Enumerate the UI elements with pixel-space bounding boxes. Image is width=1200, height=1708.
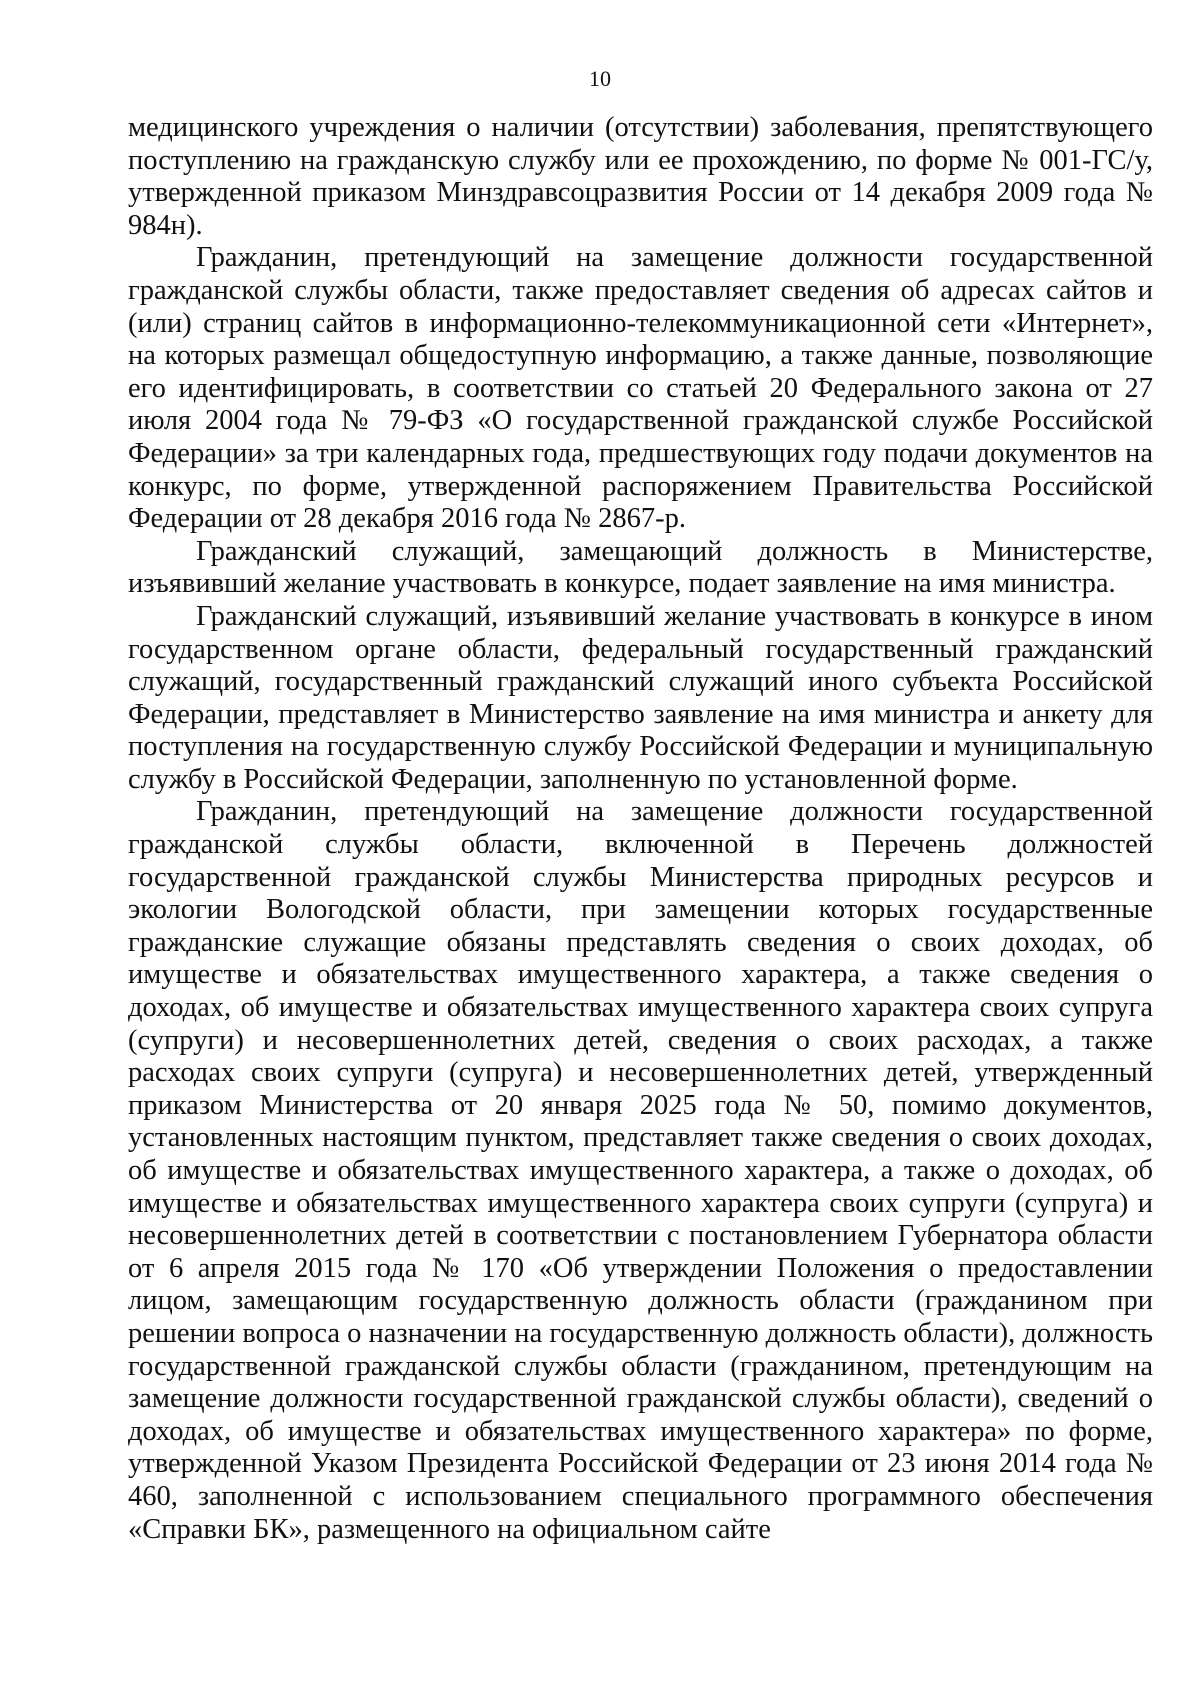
page-number: 10 <box>589 66 611 91</box>
paragraph-internet-sites: Гражданин, претендующий на замещение должности государственной гражданской службы области, также предоставляет сведения об адресах сайтов и (или) страниц сайтов в информационно-телекоммуникационной сети «Интернет», на которых размещал общедоступную информацию, а также данные, позволяющие его идентифицировать, в соответствии со статьей 20 Федерального закона от 27 июля 2004 года № 79-ФЗ «О государственной гражданской службе Российской Федерации» за три календарных года, предшествующих году подачи документов на конкурс, по форме, утвержденной распоряжением Правительства Российской Федерации от 28 декабря 2016 года № 2867-р. <box>128 242 1153 535</box>
document-body <box>128 112 1153 1546</box>
paragraph-other-organ-employee: Гражданский служащий, изъявивший желание участвовать в конкурсе в ином государственном органе области, федеральный государственный гражданский служащий, государственный гражданский служащий иного субъекта Российской Федерации, представляет в Министерство заявление на имя министра и анкету для поступления на государственную службу Российской Федерации и муниципальную службу в Российской Федерации, заполненную по установленной форме. <box>128 600 1153 795</box>
paragraph-income-declaration: Гражданин, претендующий на замещение должности государственной гражданской службы области, включенной в Перечень должностей государственной гражданской службы Министерства природных ресурсов и экологии Вологодской области, при замещении которых государственные гражданские служащие обязаны представлять сведения о своих доходах, об имуществе и обязательствах имущественного характера, а также сведения о доходах, об имуществе и обязательствах имущественного характера своих супруга (супруги) и несовершеннолетних детей, сведения о своих расходах, а также расходах своих супруги (супруга) и несовершеннолетних детей, утвержденный приказом Министерства от 20 января 2025 года № 50, помимо документов, установленных настоящим пунктом, представляет также сведения о своих доходах, об имуществе и обязательствах имущественного характера, а также о доходах, об имуществе и обязательствах имущественного характера своих супруги (супруга) и несовершеннолетних детей в соответствии с постановлением Губернатора области от 6 апреля 2015 года № 170 «Об утверждении Положения о предоставлении лицом, замещающим государственную должность области (гражданином при решении вопроса о назначении на государственную должность области), должность государственной гражданской службы области (гражданином, претендующим на замещение должности государственной гражданской службы области), сведений о доходах, об имуществе и обязательствах имущественного характера» по форме, утвержденной Указом Президента Российской Федерации от 23 июня 2014 года № 460, заполненной с использованием специального программного обеспечения «Справки БК», размещенного на официальном сайте <box>128 796 1153 1545</box>
paragraph-ministry-employee: Гражданский служащий, замещающий должность в Министерстве, изъявивший желание участвовать в конкурсе, подает заявление на имя министра. <box>128 535 1153 600</box>
paragraph-continuation: медицинского учреждения о наличии (отсутствии) заболевания, препятствующего поступлению на гражданскую службу или ее прохождению, по форме № 001-ГС/у, утвержденной приказом Минздравсоцразвития России от 14 декабря 2009 года № 984н). <box>128 112 1153 241</box>
